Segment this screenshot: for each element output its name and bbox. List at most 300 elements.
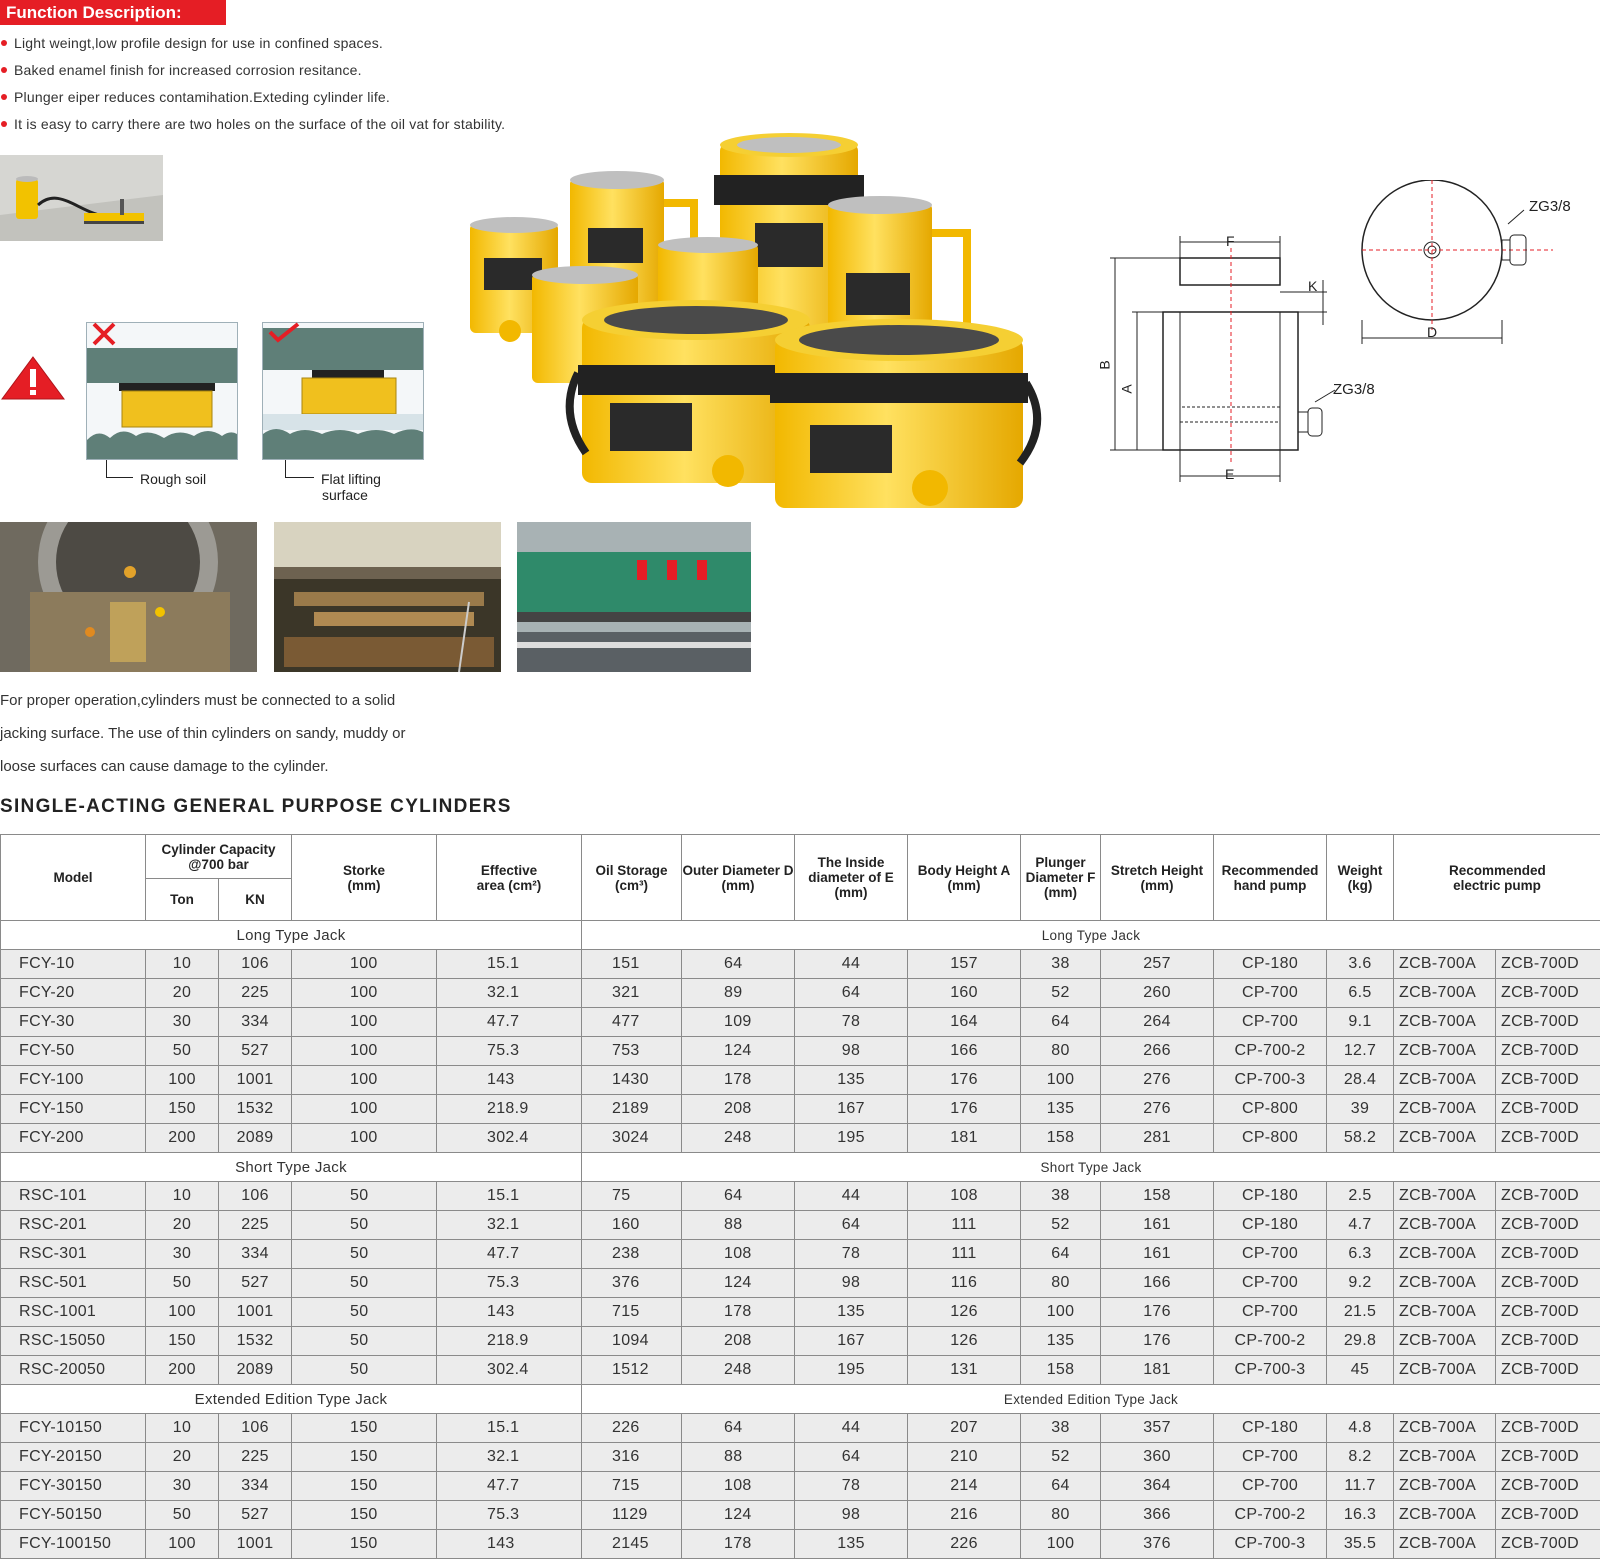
- table-cell: ZCB-700D: [1496, 979, 1600, 1008]
- table-cell: 111: [908, 1211, 1021, 1240]
- table-cell: 50: [292, 1240, 437, 1269]
- table-cell: 2189: [582, 1095, 682, 1124]
- table-cell: 210: [908, 1443, 1021, 1472]
- table-cell: 9.1: [1327, 1008, 1394, 1037]
- table-cell: 75.3: [437, 1037, 582, 1066]
- table-cell: 248: [682, 1124, 795, 1153]
- operation-note: [0, 684, 520, 783]
- table-row: [1, 950, 1600, 979]
- table-cell: 161: [1101, 1240, 1214, 1269]
- table-cell: ZCB-700A: [1394, 979, 1496, 1008]
- port-label-side: ZG3/8: [1333, 381, 1375, 398]
- table-row: [1, 1501, 1600, 1530]
- header-kn: KN: [219, 879, 292, 921]
- table-cell: 207: [908, 1414, 1021, 1443]
- group-label: Short Type Jack: [582, 1153, 1600, 1182]
- table-cell: 135: [795, 1066, 908, 1095]
- table-cell: 35.5: [1327, 1530, 1394, 1559]
- table-cell: ZCB-700A: [1394, 1269, 1496, 1298]
- table-cell: 75.3: [437, 1269, 582, 1298]
- table-cell: 30: [146, 1472, 219, 1501]
- table-cell: 64: [795, 979, 908, 1008]
- table-cell: CP-700: [1214, 1269, 1327, 1298]
- table-cell: 715: [582, 1298, 682, 1327]
- table-cell: 208: [682, 1095, 795, 1124]
- table-cell: 2089: [219, 1356, 292, 1385]
- table-cell: 200: [146, 1124, 219, 1153]
- table-cell: 150: [146, 1327, 219, 1356]
- table-cell: ZCB-700D: [1496, 1182, 1600, 1211]
- table-cell: ZCB-700D: [1496, 1066, 1600, 1095]
- table-cell: 527: [219, 1037, 292, 1066]
- table-cell: 80: [1021, 1269, 1101, 1298]
- table-cell: ZCB-700D: [1496, 1327, 1600, 1356]
- table-cell: 100: [292, 950, 437, 979]
- table-cell: 3024: [582, 1124, 682, 1153]
- table-cell: 164: [908, 1008, 1021, 1037]
- table-cell: 80: [1021, 1037, 1101, 1066]
- table-cell: 50: [146, 1501, 219, 1530]
- table-cell: CP-700-3: [1214, 1066, 1327, 1095]
- table-cell: 78: [795, 1008, 908, 1037]
- table-cell: ZCB-700D: [1496, 1240, 1600, 1269]
- tunnel-application-photo: [0, 522, 257, 672]
- table-cell: 100: [146, 1066, 219, 1095]
- table-cell: 15.1: [437, 1414, 582, 1443]
- table-row: [1, 1443, 1600, 1472]
- header-body: Body Height A (mm): [908, 835, 1021, 921]
- table-cell: 75: [582, 1182, 682, 1211]
- table-cell: 167: [795, 1327, 908, 1356]
- table-cell: 334: [219, 1008, 292, 1037]
- table-cell: 45: [1327, 1356, 1394, 1385]
- cylinder-side-drawing: [1105, 230, 1355, 497]
- table-cell: FCY-10150: [1, 1414, 146, 1443]
- note-line: jacking surface. The use of thin cylinders on sandy, muddy or: [0, 717, 520, 750]
- table-cell: 157: [908, 950, 1021, 979]
- table-cell: 1532: [219, 1327, 292, 1356]
- table-cell: 178: [682, 1298, 795, 1327]
- table-cell: 21.5: [1327, 1298, 1394, 1327]
- table-cell: ZCB-700A: [1394, 1240, 1496, 1269]
- table-cell: 181: [908, 1124, 1021, 1153]
- table-cell: CP-700: [1214, 1240, 1327, 1269]
- table-cell: 126: [908, 1327, 1021, 1356]
- cylinder-product-photo: [470, 133, 1070, 533]
- table-cell: ZCB-700D: [1496, 1298, 1600, 1327]
- table-cell: 276: [1101, 1066, 1214, 1095]
- warning-icon: [0, 355, 66, 406]
- table-row: [1, 1037, 1600, 1066]
- table-cell: 1512: [582, 1356, 682, 1385]
- table-cell: 6.3: [1327, 1240, 1394, 1269]
- table-cell: ZCB-700D: [1496, 1095, 1600, 1124]
- table-cell: 124: [682, 1501, 795, 1530]
- table-cell: ZCB-700A: [1394, 1443, 1496, 1472]
- table-cell: 143: [437, 1298, 582, 1327]
- table-cell: CP-700: [1214, 1443, 1327, 1472]
- table-cell: ZCB-700A: [1394, 1008, 1496, 1037]
- table-cell: CP-700-3: [1214, 1530, 1327, 1559]
- table-cell: ZCB-700D: [1496, 1124, 1600, 1153]
- table-cell: 200: [146, 1356, 219, 1385]
- table-row: [1, 1356, 1600, 1385]
- table-cell: 30: [146, 1240, 219, 1269]
- table-cell: 15.1: [437, 1182, 582, 1211]
- table-cell: 52: [1021, 1443, 1101, 1472]
- table-cell: 50: [292, 1211, 437, 1240]
- table-cell: ZCB-700D: [1496, 1211, 1600, 1240]
- table-cell: 10: [146, 1182, 219, 1211]
- table-cell: 100: [292, 979, 437, 1008]
- table-cell: 64: [682, 1182, 795, 1211]
- table-cell: 100: [1021, 1066, 1101, 1095]
- table-cell: 135: [795, 1530, 908, 1559]
- note-line: For proper operation,cylinders must be connected to a solid: [0, 684, 520, 717]
- table-cell: 64: [795, 1443, 908, 1472]
- table-cell: 78: [795, 1240, 908, 1269]
- table-cell: 160: [582, 1211, 682, 1240]
- table-cell: ZCB-700A: [1394, 950, 1496, 979]
- table-cell: 276: [1101, 1095, 1214, 1124]
- table-cell: 527: [219, 1501, 292, 1530]
- table-cell: 281: [1101, 1124, 1214, 1153]
- header-oil: Oil Storage (cm³): [582, 835, 682, 921]
- table-cell: 151: [582, 950, 682, 979]
- table-cell: 28.4: [1327, 1066, 1394, 1095]
- table-cell: 47.7: [437, 1472, 582, 1501]
- table-cell: CP-700: [1214, 1298, 1327, 1327]
- table-cell: 50: [292, 1327, 437, 1356]
- table-cell: ZCB-700A: [1394, 1124, 1496, 1153]
- table-cell: ZCB-700D: [1496, 1008, 1600, 1037]
- table-cell: 150: [146, 1095, 219, 1124]
- table-cell: 8.2: [1327, 1443, 1394, 1472]
- table-cell: 477: [582, 1008, 682, 1037]
- dim-label-b: B: [1097, 360, 1113, 369]
- table-cell: 166: [1101, 1269, 1214, 1298]
- table-row: [1, 1211, 1600, 1240]
- table-cell: 225: [219, 1211, 292, 1240]
- table-cell: FCY-30: [1, 1008, 146, 1037]
- table-cell: 2.5: [1327, 1182, 1394, 1211]
- rough-soil-caption: Rough soil: [140, 471, 206, 487]
- table-cell: 75.3: [437, 1501, 582, 1530]
- table-cell: 30: [146, 1008, 219, 1037]
- table-cell: 4.7: [1327, 1211, 1394, 1240]
- table-cell: 334: [219, 1472, 292, 1501]
- table-cell: 116: [908, 1269, 1021, 1298]
- table-cell: CP-180: [1214, 1182, 1327, 1211]
- table-cell: 88: [682, 1211, 795, 1240]
- header-stroke: Storke (mm): [292, 835, 437, 921]
- table-cell: 88: [682, 1443, 795, 1472]
- table-cell: 1001: [219, 1298, 292, 1327]
- table-cell: ZCB-700D: [1496, 1443, 1600, 1472]
- table-cell: 39: [1327, 1095, 1394, 1124]
- table-cell: 376: [582, 1269, 682, 1298]
- table-row: [1, 1269, 1600, 1298]
- flat-surface-illustration: [262, 322, 424, 465]
- table-cell: 3.6: [1327, 950, 1394, 979]
- table-cell: FCY-50: [1, 1037, 146, 1066]
- table-cell: RSC-201: [1, 1211, 146, 1240]
- table-cell: 178: [682, 1530, 795, 1559]
- table-cell: 80: [1021, 1501, 1101, 1530]
- table-cell: 1001: [219, 1066, 292, 1095]
- header-hand-pump: Recommended hand pump: [1214, 835, 1327, 921]
- table-cell: ZCB-700A: [1394, 1327, 1496, 1356]
- table-cell: FCY-100150: [1, 1530, 146, 1559]
- table-cell: 158: [1021, 1356, 1101, 1385]
- table-cell: 150: [292, 1530, 437, 1559]
- table-cell: 52: [1021, 1211, 1101, 1240]
- pump-setup-photo: [0, 155, 163, 241]
- table-cell: 10: [146, 1414, 219, 1443]
- dim-label-d: D: [1427, 324, 1437, 340]
- table-cell: 50: [146, 1037, 219, 1066]
- table-cell: ZCB-700A: [1394, 1414, 1496, 1443]
- table-cell: 264: [1101, 1008, 1214, 1037]
- table-cell: 150: [292, 1414, 437, 1443]
- table-cell: 527: [219, 1269, 292, 1298]
- table-cell: 2089: [219, 1124, 292, 1153]
- group-label: Extended Edition Type Jack: [1, 1385, 582, 1414]
- table-cell: 181: [1101, 1356, 1214, 1385]
- table-cell: 1430: [582, 1066, 682, 1095]
- table-cell: 44: [795, 1414, 908, 1443]
- table-cell: ZCB-700A: [1394, 1530, 1496, 1559]
- table-cell: 226: [908, 1530, 1021, 1559]
- feature-item: It is easy to carry there are two holes on the surface of the oil vat for stability.: [0, 114, 505, 141]
- table-cell: FCY-100: [1, 1066, 146, 1095]
- table-cell: CP-800: [1214, 1124, 1327, 1153]
- table-cell: ZCB-700A: [1394, 1066, 1496, 1095]
- table-cell: 15.1: [437, 950, 582, 979]
- header-plunger: Plunger Diameter F (mm): [1021, 835, 1101, 921]
- header-weight: Weight (kg): [1327, 835, 1394, 921]
- table-cell: RSC-501: [1, 1269, 146, 1298]
- table-cell: 360: [1101, 1443, 1214, 1472]
- table-cell: 44: [795, 1182, 908, 1211]
- table-row: [1, 1182, 1600, 1211]
- table-cell: 98: [795, 1037, 908, 1066]
- table-cell: 64: [1021, 1008, 1101, 1037]
- table-cell: FCY-20: [1, 979, 146, 1008]
- table-cell: 20: [146, 979, 219, 1008]
- table-cell: ZCB-700D: [1496, 1530, 1600, 1559]
- table-cell: ZCB-700D: [1496, 1414, 1600, 1443]
- table-cell: CP-800: [1214, 1095, 1327, 1124]
- table-cell: 248: [682, 1356, 795, 1385]
- table-cell: 178: [682, 1066, 795, 1095]
- table-cell: 218.9: [437, 1327, 582, 1356]
- table-cell: 364: [1101, 1472, 1214, 1501]
- section-title: SINGLE-ACTING GENERAL PURPOSE CYLINDERS: [0, 796, 512, 818]
- table-cell: 195: [795, 1124, 908, 1153]
- table-cell: ZCB-700A: [1394, 1472, 1496, 1501]
- table-cell: 124: [682, 1037, 795, 1066]
- table-cell: 100: [292, 1095, 437, 1124]
- table-cell: ZCB-700A: [1394, 1356, 1496, 1385]
- table-cell: 1001: [219, 1530, 292, 1559]
- table-cell: ZCB-700A: [1394, 1211, 1496, 1240]
- table-cell: 64: [682, 1414, 795, 1443]
- flat-surface-caption-line1: Flat lifting: [321, 471, 381, 487]
- table-cell: 106: [219, 1414, 292, 1443]
- table-cell: 10: [146, 950, 219, 979]
- table-cell: 160: [908, 979, 1021, 1008]
- table-cell: 316: [582, 1443, 682, 1472]
- header-area: Effective area (cm²): [437, 835, 582, 921]
- table-row: [1, 1327, 1600, 1356]
- table-cell: ZCB-700A: [1394, 1298, 1496, 1327]
- table-cell: 106: [219, 950, 292, 979]
- table-cell: 64: [682, 950, 795, 979]
- group-label: Long Type Jack: [582, 921, 1600, 950]
- flat-surface-leader: [285, 460, 314, 478]
- group-label: Long Type Jack: [1, 921, 582, 950]
- table-cell: ZCB-700A: [1394, 1037, 1496, 1066]
- building-application-photo: [517, 522, 751, 672]
- table-cell: 100: [292, 1124, 437, 1153]
- dim-label-f: F: [1226, 233, 1235, 249]
- group-label: Extended Edition Type Jack: [582, 1385, 1600, 1414]
- table-cell: 106: [219, 1182, 292, 1211]
- group-row: [1, 1153, 1600, 1182]
- table-row: [1, 1298, 1600, 1327]
- table-cell: 9.2: [1327, 1269, 1394, 1298]
- group-label: Short Type Jack: [1, 1153, 582, 1182]
- rough-soil-illustration: [86, 322, 238, 465]
- table-cell: 108: [682, 1240, 795, 1269]
- group-row: [1, 1385, 1600, 1414]
- table-cell: 357: [1101, 1414, 1214, 1443]
- table-cell: 302.4: [437, 1356, 582, 1385]
- table-cell: ZCB-700D: [1496, 1037, 1600, 1066]
- table-cell: 44: [795, 950, 908, 979]
- table-cell: 16.3: [1327, 1501, 1394, 1530]
- table-cell: 89: [682, 979, 795, 1008]
- table-cell: FCY-10: [1, 950, 146, 979]
- table-cell: 108: [908, 1182, 1021, 1211]
- header-ton: Ton: [146, 879, 219, 921]
- group-row: [1, 921, 1600, 950]
- table-cell: 50: [292, 1356, 437, 1385]
- table-cell: 260: [1101, 979, 1214, 1008]
- table-cell: 715: [582, 1472, 682, 1501]
- table-cell: 1094: [582, 1327, 682, 1356]
- table-cell: 50: [292, 1182, 437, 1211]
- table-cell: RSC-15050: [1, 1327, 146, 1356]
- table-cell: 6.5: [1327, 979, 1394, 1008]
- table-cell: 176: [1101, 1298, 1214, 1327]
- table-cell: 225: [219, 1443, 292, 1472]
- table-cell: ZCB-700D: [1496, 1356, 1600, 1385]
- table-cell: 214: [908, 1472, 1021, 1501]
- table-cell: 4.8: [1327, 1414, 1394, 1443]
- function-description-title: Function Description:: [0, 0, 226, 25]
- table-cell: 150: [292, 1443, 437, 1472]
- table-cell: FCY-30150: [1, 1472, 146, 1501]
- table-cell: 257: [1101, 950, 1214, 979]
- header-capacity: Cylinder Capacity @700 bar: [146, 835, 292, 879]
- table-cell: CP-180: [1214, 1211, 1327, 1240]
- table-row: [1, 1124, 1600, 1153]
- table-cell: 321: [582, 979, 682, 1008]
- table-cell: 111: [908, 1240, 1021, 1269]
- header-model: Model: [1, 835, 146, 921]
- table-cell: FCY-20150: [1, 1443, 146, 1472]
- table-cell: 150: [292, 1501, 437, 1530]
- table-cell: 50: [292, 1298, 437, 1327]
- table-cell: 376: [1101, 1530, 1214, 1559]
- table-cell: 150: [292, 1472, 437, 1501]
- table-cell: RSC-101: [1, 1182, 146, 1211]
- table-cell: 38: [1021, 1414, 1101, 1443]
- table-cell: 266: [1101, 1037, 1214, 1066]
- table-cell: 12.7: [1327, 1037, 1394, 1066]
- table-cell: 98: [795, 1501, 908, 1530]
- table-cell: 50: [292, 1269, 437, 1298]
- table-cell: 64: [795, 1211, 908, 1240]
- table-cell: 225: [219, 979, 292, 1008]
- table-cell: 176: [908, 1066, 1021, 1095]
- table-cell: 1129: [582, 1501, 682, 1530]
- table-cell: 334: [219, 1240, 292, 1269]
- table-cell: 32.1: [437, 1443, 582, 1472]
- table-cell: 98: [795, 1269, 908, 1298]
- table-cell: 20: [146, 1443, 219, 1472]
- table-cell: 1532: [219, 1095, 292, 1124]
- table-cell: 208: [682, 1327, 795, 1356]
- table-cell: CP-700: [1214, 1472, 1327, 1501]
- header-electric-pump: Recommended electric pump: [1394, 835, 1600, 921]
- table-cell: 38: [1021, 1182, 1101, 1211]
- table-cell: 124: [682, 1269, 795, 1298]
- table-row: [1, 1095, 1600, 1124]
- table-cell: 135: [1021, 1095, 1101, 1124]
- table-cell: RSC-1001: [1, 1298, 146, 1327]
- dim-label-k: K: [1308, 278, 1317, 294]
- table-cell: ZCB-700D: [1496, 950, 1600, 979]
- rough-soil-leader: [106, 460, 133, 478]
- table-cell: 2145: [582, 1530, 682, 1559]
- table-cell: ZCB-700A: [1394, 1501, 1496, 1530]
- table-cell: 47.7: [437, 1008, 582, 1037]
- table-cell: 143: [437, 1530, 582, 1559]
- table-cell: CP-700-3: [1214, 1356, 1327, 1385]
- table-cell: 64: [1021, 1240, 1101, 1269]
- table-row: [1, 979, 1600, 1008]
- table-cell: 238: [582, 1240, 682, 1269]
- table-cell: 64: [1021, 1472, 1101, 1501]
- table-cell: CP-700-2: [1214, 1501, 1327, 1530]
- table-cell: 216: [908, 1501, 1021, 1530]
- table-cell: 47.7: [437, 1240, 582, 1269]
- table-cell: CP-700: [1214, 1008, 1327, 1037]
- table-cell: RSC-301: [1, 1240, 146, 1269]
- table-cell: ZCB-700D: [1496, 1472, 1600, 1501]
- table-cell: CP-180: [1214, 1414, 1327, 1443]
- table-cell: 38: [1021, 950, 1101, 979]
- flat-surface-caption: [321, 471, 381, 503]
- table-cell: 100: [292, 1037, 437, 1066]
- table-cell: ZCB-700A: [1394, 1182, 1496, 1211]
- dim-label-a: A: [1119, 384, 1135, 393]
- table-cell: CP-700-2: [1214, 1037, 1327, 1066]
- table-cell: 176: [1101, 1327, 1214, 1356]
